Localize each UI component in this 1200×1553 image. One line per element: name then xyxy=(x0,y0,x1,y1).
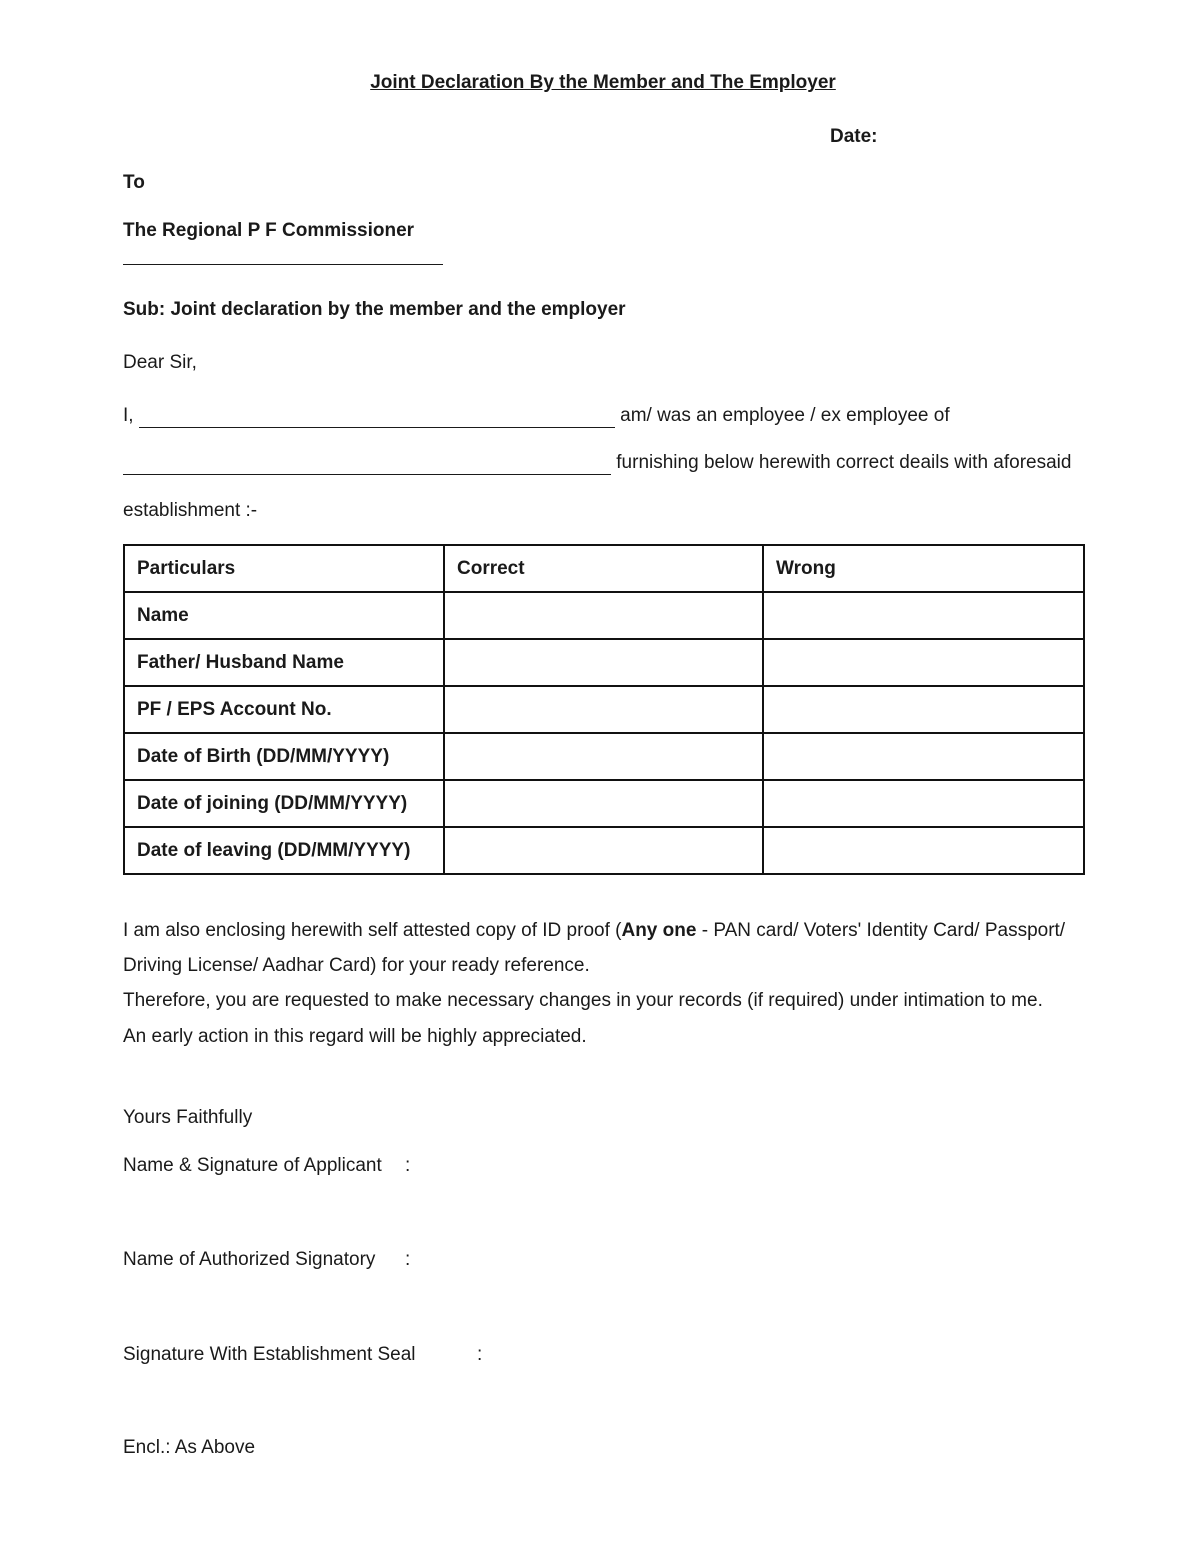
document-title: Joint Declaration By the Member and The Employer xyxy=(370,72,836,93)
table-row xyxy=(124,639,1084,686)
row-label: PF / EPS Account No. xyxy=(124,686,444,733)
row-label: Date of leaving (DD/MM/YYYY) xyxy=(124,827,444,874)
wrong-cell xyxy=(763,827,1084,874)
salutation: Dear Sir, xyxy=(123,352,197,373)
member-name-blank xyxy=(139,405,615,428)
correct-cell xyxy=(444,827,763,874)
table-row xyxy=(124,686,1084,733)
row-label: Name xyxy=(124,592,444,639)
table-row xyxy=(124,733,1084,780)
row-label: Father/ Husband Name xyxy=(124,639,444,686)
header-correct: Correct xyxy=(444,545,763,592)
id-proof-text-end: - PAN card/ Voters' Identity Card/ Passport/ Driving License/ Aadhar Card) for your ready reference. xyxy=(123,920,1066,976)
header-particulars: Particulars xyxy=(124,545,444,592)
establishment-line xyxy=(123,452,1071,475)
member-prefix: I, xyxy=(123,405,134,426)
row-label: Date of Birth (DD/MM/YYYY) xyxy=(124,733,444,780)
to-label: To xyxy=(123,172,145,193)
wrong-cell xyxy=(763,780,1084,827)
correct-cell xyxy=(444,639,763,686)
wrong-cell xyxy=(763,639,1084,686)
applicant-signature-label: Name & Signature of Applicant xyxy=(123,1155,382,1176)
member-status-text: am/ was an employee / ex employee of xyxy=(620,405,950,426)
correct-cell xyxy=(444,592,763,639)
recipient-address-line xyxy=(123,264,443,265)
member-name-line xyxy=(123,405,950,428)
body-paragraph-request: Therefore, you are requested to make necessary changes in your records (if required) under intimation to me. xyxy=(123,990,1043,1011)
details-table xyxy=(123,544,1085,875)
table-header-row xyxy=(124,545,1084,592)
table-row xyxy=(124,827,1084,874)
id-proof-text-start: I am also enclosing herewith self attested copy of ID proof ( xyxy=(123,920,622,941)
correct-cell xyxy=(444,686,763,733)
enclosure-note: Encl.: As Above xyxy=(123,1437,256,1458)
establishment-continued: establishment :- xyxy=(123,500,258,521)
establishment-text: furnishing below herewith correct deails with aforesaid xyxy=(616,452,1072,473)
any-one-emphasis: Any one xyxy=(621,920,697,941)
table-row xyxy=(124,780,1084,827)
wrong-cell xyxy=(763,733,1084,780)
row-label: Date of joining (DD/MM/YYYY) xyxy=(124,780,444,827)
subject-line: Sub: Joint declaration by the member and the employer xyxy=(123,299,626,320)
body-paragraph-id-proof xyxy=(123,913,1093,983)
table-row xyxy=(124,592,1084,639)
correct-cell xyxy=(444,780,763,827)
header-wrong: Wrong xyxy=(763,545,1084,592)
wrong-cell xyxy=(763,592,1084,639)
establishment-name-blank xyxy=(123,452,611,475)
wrong-cell xyxy=(763,686,1084,733)
body-paragraph-appreciation: An early action in this regard will be highly appreciated. xyxy=(123,1026,587,1047)
closing: Yours Faithfully xyxy=(123,1107,253,1128)
authorized-signatory-colon: : xyxy=(405,1249,411,1270)
establishment-seal-label: Signature With Establishment Seal xyxy=(123,1344,416,1365)
applicant-signature-colon: : xyxy=(405,1155,411,1176)
recipient-title: The Regional P F Commissioner xyxy=(123,220,415,241)
date-label: Date: xyxy=(830,126,878,147)
establishment-seal-colon: : xyxy=(477,1344,483,1365)
authorized-signatory-label: Name of Authorized Signatory xyxy=(123,1249,376,1270)
correct-cell xyxy=(444,733,763,780)
